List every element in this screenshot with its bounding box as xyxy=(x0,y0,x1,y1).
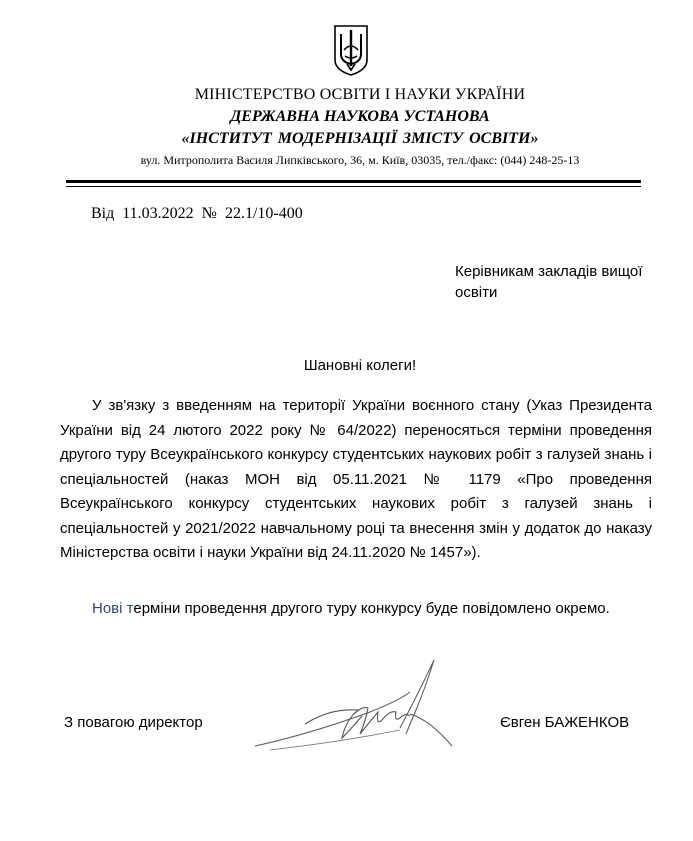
institution-type: ДЕРЖАВНА НАУКОВА УСТАНОВА xyxy=(230,108,490,125)
institution-name: «ІНСТИТУТ МОДЕРНІЗАЦІЇ ЗМІСТУ ОСВІТИ» xyxy=(181,130,539,147)
handwritten-signature-icon xyxy=(250,650,460,760)
outgoing-prefix: Від xyxy=(91,205,115,222)
institution-address: вул. Митрополита Василя Липківського, 36, м. Київ, 03035, тел./факс: (044) 248-25-13 xyxy=(140,153,580,167)
salutation: Шановні колеги! xyxy=(303,357,417,374)
body-paragraph-2-lead: Нові т xyxy=(92,600,134,617)
outgoing-date: 11.03.2022 xyxy=(122,205,194,222)
outgoing-number: 22.1/10-400 xyxy=(224,205,303,222)
header-rule-thick xyxy=(66,180,641,183)
outgoing-number-sign: № xyxy=(201,205,217,222)
header-rule-thin xyxy=(66,186,641,187)
ministry-name: МІНІСТЕРСТВО ОСВІТИ І НАУКИ УКРАЇНИ xyxy=(194,86,526,103)
closing-regards: З повагою директор xyxy=(64,714,203,731)
trident-emblem-icon xyxy=(331,20,371,76)
body-paragraph-1: У зв'язку з введенням на території України воєнного стану (Указ Президента України від 24 лютого 2022 року № 64/2022) переносяться терміни проведення другого туру Всеукраїнського конкурсу студентських наукових робіт з галузей знань і спеціальностей (наказ МОН від 05.11.2021 № 1179 «Про проведення Всеукраїнського конкурсу студентських наукових робіт з галузей знань і спеціальностей у 2021/2022 навчальному році та внесення змін у додаток до наказу Міністерства освіти і науки України від 24.11.2020 № 1457»). xyxy=(60,397,652,561)
signer-name: Євген БАЖЕНКОВ xyxy=(500,714,630,731)
recipient: Керівникам закладів вищої освіти xyxy=(455,263,643,301)
body-paragraph-2 xyxy=(92,597,662,622)
outgoing-reference xyxy=(91,205,303,223)
body-paragraph-2-rest: ерміни проведення другого туру конкурсу буде повідомлено окремо. xyxy=(133,600,610,617)
